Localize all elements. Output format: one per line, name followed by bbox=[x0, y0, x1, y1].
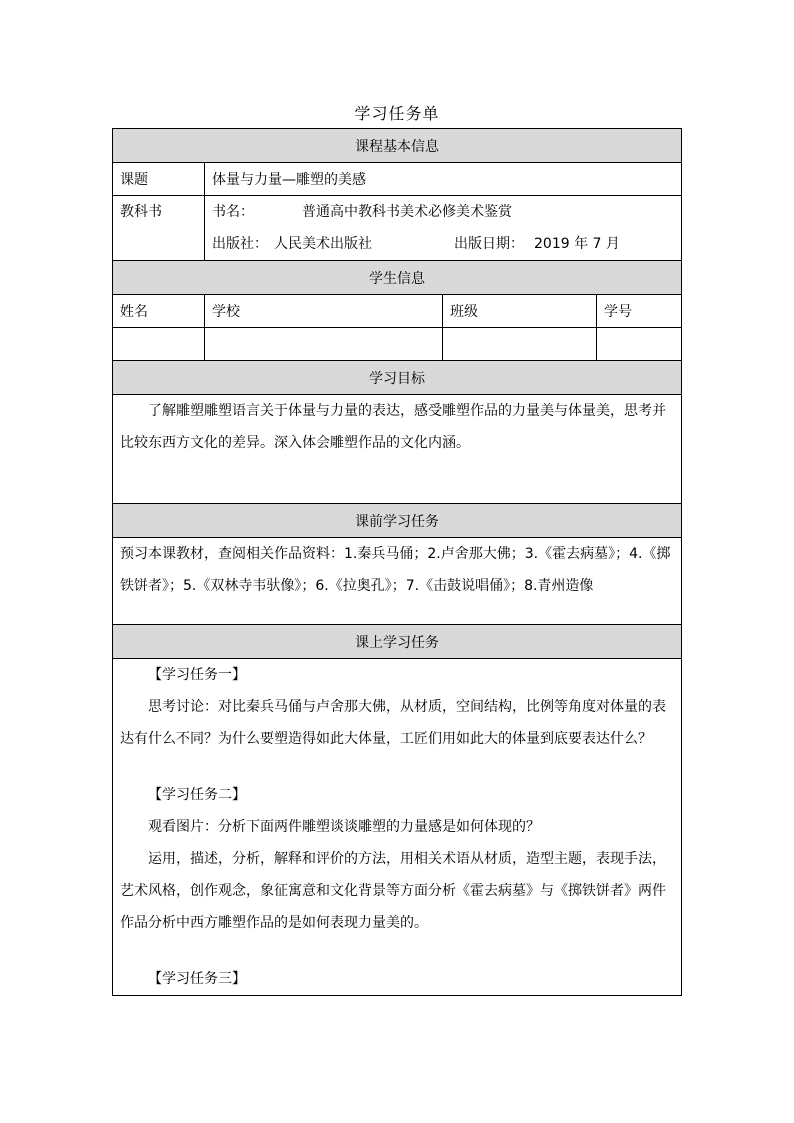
section-pretask-title: 课前学习任务 bbox=[113, 504, 682, 538]
section-inclass-title: 课上学习任务 bbox=[113, 625, 682, 659]
goal-text: 了解雕塑雕塑语言关于体量与力量的表达，感受雕塑作品的力量美与体量美，思考并比较东西方文化的差异。深入体会雕塑作品的文化内涵。 bbox=[113, 395, 682, 504]
textbook-info bbox=[205, 196, 682, 261]
student-school-field[interactable] bbox=[205, 328, 443, 361]
publish-date-value: 2019 年 7 月 bbox=[534, 236, 620, 252]
book-name-label: 书名： bbox=[212, 204, 254, 220]
book-name-value: 普通高中教科书美术必修美术鉴赏 bbox=[302, 204, 512, 220]
section-inclass-header bbox=[113, 625, 682, 659]
publisher-value: 人民美术出版社 bbox=[274, 236, 372, 252]
student-school-label: 学校 bbox=[205, 295, 443, 328]
student-class-label: 班级 bbox=[443, 295, 597, 328]
task1-title: 【学习任务一】 bbox=[148, 667, 246, 683]
inclass-row bbox=[113, 659, 682, 996]
student-id-field[interactable] bbox=[597, 328, 682, 361]
textbook-label: 教科书 bbox=[113, 196, 205, 261]
section-student-title: 学生信息 bbox=[113, 261, 682, 295]
publish-date-label: 出版日期： bbox=[454, 236, 524, 252]
student-class-field[interactable] bbox=[443, 328, 597, 361]
topic-value: 体量与力量—雕塑的美感 bbox=[205, 163, 682, 196]
publisher-label: 出版社： bbox=[212, 236, 268, 252]
student-name-field[interactable] bbox=[113, 328, 205, 361]
task-sheet-table bbox=[112, 128, 682, 996]
goal-row bbox=[113, 395, 682, 504]
section-goal-title: 学习目标 bbox=[113, 361, 682, 395]
inclass-content bbox=[113, 659, 682, 996]
student-header-row bbox=[113, 295, 682, 328]
student-id-label: 学号 bbox=[597, 295, 682, 328]
section-student-header bbox=[113, 261, 682, 295]
section-course-title: 课程基本信息 bbox=[113, 129, 682, 163]
task1-text: 思考讨论：对比秦兵马俑与卢舍那大佛，从材质，空间结构，比例等角度对体量的表达有什么不同？为什么要塑造得如此大体量，工匠们用如此大的体量到底要表达什么？ bbox=[120, 699, 666, 747]
task2-text1: 观看图片：分析下面两件雕塑谈谈雕塑的力量感是如何体现的？ bbox=[148, 819, 540, 835]
student-input-row bbox=[113, 328, 682, 361]
textbook-row bbox=[113, 196, 682, 261]
topic-row bbox=[113, 163, 682, 196]
pretask-text: 预习本课教材，查阅相关作品资料：1.秦兵马俑；2.卢舍那大佛；3.《霍去病墓》；4.《掷铁饼者》；5.《双林寺韦驮像》；6.《拉奥孔》；7.《击鼓说唱俑》；8.青州造像 bbox=[113, 538, 682, 625]
page-title: 学习任务单 bbox=[354, 104, 440, 123]
student-name-label: 姓名 bbox=[113, 295, 205, 328]
topic-label: 课题 bbox=[113, 163, 205, 196]
section-course-header bbox=[113, 129, 682, 163]
section-goal-header bbox=[113, 361, 682, 395]
task2-title: 【学习任务二】 bbox=[148, 787, 246, 803]
task2-text2: 运用，描述，分析，解释和评价的方法，用相关术语从材质，造型主题，表现手法，艺术风格，创作观念，象征寓意和文化背景等方面分析《霍去病墓》与《掷铁饼者》两件作品分析中西方雕塑作品的是如何表现力量美的。 bbox=[120, 851, 666, 931]
task3-title: 【学习任务三】 bbox=[148, 971, 246, 987]
section-pretask-header bbox=[113, 504, 682, 538]
pretask-row bbox=[113, 538, 682, 625]
